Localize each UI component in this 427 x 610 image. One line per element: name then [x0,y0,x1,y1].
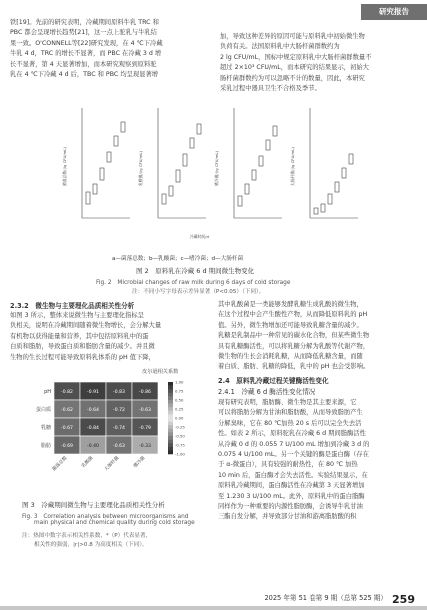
color-scale-segment [168,414,173,418]
panel-c-ylabel: 嗜冷菌/(lg CFU/mL) [214,150,219,186]
color-scale-segment [168,425,173,429]
text-line: 可以将脂肪分解为甘油和脂肪酸，从而导致脂肪产生 [218,409,363,417]
heatmap-title: 皮尔逊相关系数 [142,369,179,375]
text-line: 有机物以获得能量和营养，其中包括原料乳中的蛋 [10,332,149,340]
text-line: 2 lg CFU/mL，国标中规定原料乳中大肠杆菌群数量不 [220,53,372,61]
text-line: 具有乳糖酶活性，可以将乳糖分解为乳酸等代谢产物， [218,342,370,350]
footer-bar [0,606,427,610]
panel-a-boxes [86,122,125,204]
text-line: PBC 都会呈现增长趋势[21]，这一点上驼乳与牛乳结 [10,29,157,37]
text-line: 负荷有关。法国原料乳中大肠杆菌群数约为 [220,43,340,51]
section-heading-2-4-1: 2.4.1 冷藏 6 d 酶活性变化情况 [218,388,316,396]
text-line: 性。如表 2 所示，原料驼乳在冷藏 6 d 期间脂酶活性 [218,430,366,438]
heatmap-row-label: 乳糖 [40,425,51,431]
color-scale-segment [168,436,173,440]
heatmap-cell-value: -0.63 [139,408,151,413]
text-line: 牛乳 4 d，TRC 的增长不显著，而 PBC 在冷藏 3 d 增 [10,50,162,58]
heatmap-cell-value: -0.86 [139,390,151,395]
color-scale-segment [168,389,173,393]
x-axis-label: 冷藏时间/d [190,234,209,239]
text-line: 白质和脂肪，导致蛋白质和脂肪含量的减少。并且微 [10,343,155,351]
text-line: 原料乳冷藏期间，蛋白酶活性在冷藏第 3 天显著增加 [218,482,365,490]
text-line: 超过 2×10³ CFU/mL，而本研究的结果显示，初始大 [220,64,369,72]
color-scale-segment [168,404,173,408]
text-line: 微生物的生长会消耗乳糖，从而降低乳糖含量，而随 [218,353,363,361]
text-line: 生物的生长过程可能导致原料乳体系的 pH 值下降， [10,353,155,361]
heatmap-cell-value: -0.79 [139,426,151,431]
color-scale-segment [168,450,173,454]
right-top-paragraph [220,32,372,94]
figure-2-caption-en: Fig. 2 Microbial changes of raw milk during 6 days of cold storage [96,280,291,286]
figure-2-caption-cn: 图 2 原料乳在冷藏 6 d 期间微生物变化 [136,267,255,275]
figure-3-caption-cn: 图 3 冷藏期间微生物与主要理化品质相关性分析 [22,501,165,509]
text-line: 在这个过程中会产生酸性产物，从而降低原料乳的 pH [218,311,368,319]
text-line: 值。另外，微生物增加还可能导致乳糖含量的减少。 [218,321,363,329]
figure-3-caption-en-1: Fig. 3 Correlation analysis between microorganisms and [22,514,189,520]
text-line: 10 min 后，蛋白酶才会失去活性。实验结果显示，在 [218,471,368,479]
panel-b-boxes [162,124,201,204]
heatmap-cell-value: -0.83 [113,390,125,395]
color-scale-segment [168,422,173,426]
text-line: 肠杆菌群数约为可以忽略不计的数量，因此，本研究 [220,74,365,82]
heatmap-cell-value: -0.63 [113,444,125,449]
section-heading-2-3-2: 2.3.2 微生物与主要理化品质相关性分析 [10,302,135,310]
text-line: 采乳过程中器具卫生不合格及季节。 [220,85,321,93]
color-scale-tick: 0.00 [175,415,184,421]
heatmap-cell-value: -0.67 [61,426,73,431]
panel-c [234,108,282,218]
section-heading-2-4: 2.4 原料乳冷藏过程关键酶活性变化 [218,377,329,385]
heatmap-col-label: 大肠杆菌 [103,455,121,473]
text-line: 于 α-微蛋白），具有较强的耐热性，在 80 ℃ 加热 [218,461,358,469]
heatmap-row-label: 脂肪 [40,443,51,449]
color-scale-tick: -0.75 [175,442,185,448]
right-mid-paragraph [218,300,369,373]
color-scale-tick: -0.25 [175,424,185,430]
text-line: 其中乳酸菌是一类能够发酵乳糖生成乳酸的微生物， [218,301,363,308]
heatmap-cell-value: -0.74 [113,426,125,431]
heatmap-cell-value: -0.82 [61,390,73,395]
color-scale-tick: 0.50 [175,397,184,403]
panel-a-ylabel: 菌落总数/(lg CFU/mL) [62,147,67,186]
left-top-paragraph [10,18,163,80]
text-line: 如图 3 所示，整体来说微生物与主要理化指标呈 [10,312,144,319]
section-header-tab: 研究报告 [361,4,427,20]
color-scale-tick: 0.25 [175,406,184,412]
color-scale-segment [168,411,173,415]
page-number: 259 [392,593,415,606]
figure-3-note-2: 相关性的强弱，|r|>0.8 为高度相关（下同）。 [34,542,148,548]
text-line: 乳在 4 ℃下冷藏 4 d 后，TBC 和 PBC 均呈现显著增 [10,71,159,79]
panel-d-boxes [314,154,353,214]
heatmap-cell-value: -0.69 [61,444,73,449]
figure-2-boxplots [60,98,370,248]
panel-a [82,108,130,218]
left-mid-paragraph [10,311,161,363]
text-line: 从冷藏 0 d 的 0.055 7 U/100 mL 增加到冷藏 3 d 的 [218,440,370,448]
text-line: 乳糖是乳制品中一种常见的碳水化合物，但某些微生物 [218,332,370,340]
text-line: 同样作为一种重要的内源性脂肪酶，会诱导牛乳甘油 [218,503,363,511]
text-line: 铁[19]。先前的研究表明，冷藏期间原料牛乳 TRC 和 [10,19,159,26]
color-scale-segment [168,443,173,447]
heatmap-col-label: 嗜冷菌 [133,455,147,470]
color-scale-segment [168,432,173,436]
text-line: 果一致。O'CONNELL等[22]研究发现，在 4 ℃下冷藏 [10,39,163,47]
heatmap-cell-value: -0.40 [87,444,99,449]
color-scale-tick: 1.00 [175,379,184,385]
color-scale-segment [168,382,173,386]
text-line: 分解臭味，它在 80 ℃加热 20 s 后可以完全失去活 [218,419,362,427]
heatmap-cell-value: -0.64 [87,408,99,413]
heatmap-col-label: 菌落总数 [51,455,69,473]
heatmap-row-label: 蛋白质 [35,407,51,413]
text-line: 0.075 4 U/100 mL。另一个关键的酶是蛋白酶（存在 [218,451,369,459]
color-scale-segment [168,440,173,444]
color-scale-segment [168,447,173,451]
color-scale-segment [168,386,173,390]
text-line: 加，导致这种差异的原因可能与原料乳中初始微生物 [220,33,365,40]
heatmap-cell-value: -0.91 [87,390,99,395]
color-scale-segment [168,400,173,404]
issue-footer: 2025 年第 51 卷第 9 期（总第 525 期） [264,594,387,602]
panel-b-ylabel: 乳酸菌/(lg CFU/mL) [138,150,143,186]
color-scale-tick: -1.00 [175,451,185,457]
color-scale-segment [168,396,173,400]
color-scale-tick: -0.50 [175,433,185,439]
panel-d-ylabel: 大肠杆菌/(lg CFU/mL) [290,147,295,186]
heatmap-cell-value: -0.84 [87,426,99,431]
text-line: 现有研究表明，脂肪酶、微生物是其主要来源，它 [218,399,357,406]
heatmap-col-label: 乳酸菌 [81,455,95,470]
text-line: 三酯自发分解，并导致部分甘油和游离脂肪酸的积 [218,513,357,521]
heatmap-cell-value: -0.33 [139,444,151,449]
heatmap-row-label: pH [44,389,51,395]
figure-3-heatmap [28,374,198,492]
color-scale-segment [168,407,173,411]
color-scale-segment [168,393,173,397]
text-line: 着白质、脂肪、乳糖的降低，乳中的 pH 也会受影响。 [218,363,370,371]
text-line: 负相关，说明在冷藏期间随着微生物增长，会分解大量 [10,322,162,330]
figure-3-caption-en-2: main physical and chemical quality during cold storage [34,520,195,526]
figure-2-note: 注：不同小写字母表示差异显著（P<0.05）（下同）。 [132,289,265,295]
heatmap-cell-value: -0.62 [61,408,73,413]
text-line: 至 1.230 3 U/100 mL。此外，原料乳中的蛋白脂酶 [218,492,365,500]
panel-c-boxes [238,126,277,206]
figure-3-note-1: 注：热图中数字表示相关性系数，*（P）代表显著， [22,533,152,539]
heatmap-cell-value: -0.72 [113,408,125,413]
figure-2-legend: a—菌落总数；b—乳酸菌；c—嗜冷菌；d—大肠杆菌 [112,256,244,262]
color-scale-tick: 0.75 [175,388,184,394]
color-scale-segment [168,429,173,433]
text-line: 长不显著，第 4 天显著增加，而本研究观察到原料驼 [10,60,157,68]
panel-b [158,108,206,218]
right-bottom-paragraph [218,398,369,523]
panel-d [310,108,358,218]
color-scale-segment [168,418,173,422]
